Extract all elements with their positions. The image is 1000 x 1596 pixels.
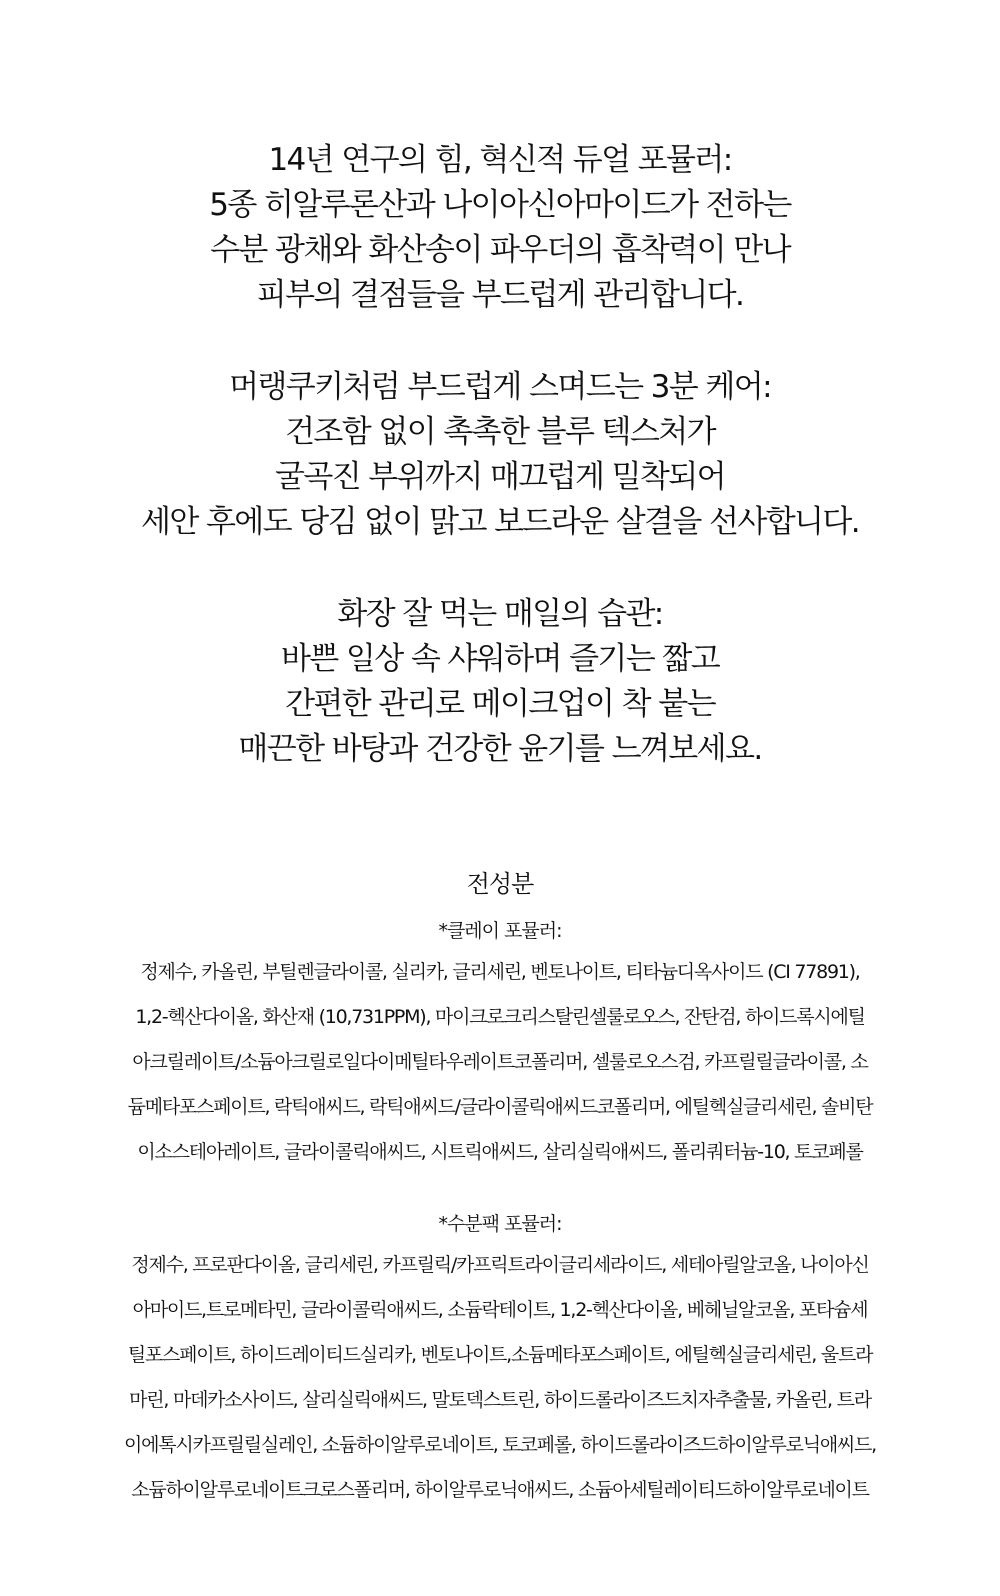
ingredient-line: 아마이드,트로메타민, 글라이콜릭애씨드, 소듐락테이트, 1,2-헥산다이올, 베헤닐알코올, 포타슘세 — [132, 1299, 868, 1321]
ingredient-line: 정제수, 카올린, 부틸렌글라이콜, 실리카, 글리세린, 벤토나이트, 티타늄디옥사이드 (CI 77891), — [140, 961, 860, 983]
description-line: 5종 히알루론산과 나이아신아마이드가 전하는 — [209, 187, 791, 223]
description-paragraph-formula — [0, 138, 1000, 318]
clay-formula-ingredients — [40, 950, 960, 1175]
description-line: 세안 후에도 당김 없이 맑고 보드라운 살결을 선사합니다. — [141, 504, 859, 540]
description-line: 14년 연구의 힘, 혁신적 듀얼 포뮬러: — [268, 142, 732, 178]
description-paragraph-habit — [0, 592, 1000, 772]
clay-formula-label: *클레이 포뮬러: — [438, 920, 562, 942]
description-line: 머랭쿠키처럼 부드럽게 스며드는 3분 케어: — [229, 369, 771, 405]
ingredient-line: 듐메타포스페이트, 락틱애씨드, 락틱애씨드/글라이콜릭애씨드코폴리머, 에틸헥실글리세린, 솔비탄 — [127, 1096, 873, 1118]
description-line: 화장 잘 먹는 매일의 습관: — [337, 596, 663, 632]
ingredient-line: 마린, 마데카소사이드, 살리실릭애씨드, 말토덱스트린, 하이드롤라이즈드치자추출물, 카올린, 트라 — [129, 1389, 871, 1411]
water-formula — [40, 1205, 960, 1513]
ingredient-line: 아크릴레이트/소듐아크릴로일다이메틸타우레이트코폴리머, 셀룰로오스검, 카프릴릴글라이콜, 소 — [132, 1051, 868, 1073]
description-line: 간편한 관리로 메이크업이 착 붙는 — [285, 686, 715, 722]
ingredient-line: 1,2-헥산다이올, 화산재 (10,731PPM), 마이크로크리스탈린셀룰로오스, 잔탄검, 하이드록시에틸 — [135, 1006, 865, 1028]
description-paragraph-texture — [0, 365, 1000, 545]
ingredient-line: 이소스테아레이트, 글라이콜릭애씨드, 시트릭애씨드, 살리실릭애씨드, 폴리쿼터늄-10, 토코페롤 — [137, 1141, 863, 1163]
water-formula-ingredients — [40, 1243, 960, 1513]
ingredient-line: 이에톡시카프릴릴실레인, 소듐하이알루로네이트, 토코페롤, 하이드롤라이즈드하이알루로닉애씨드, — [124, 1434, 876, 1456]
ingredients-title: 전성분 — [466, 870, 534, 898]
clay-formula — [40, 912, 960, 1175]
product-description — [0, 138, 1000, 819]
ingredient-line: 소듐하이알루로네이트크로스폴리머, 하이알루로닉애씨드, 소듐아세틸레이티드하이알루로네이트 — [131, 1479, 869, 1501]
description-line: 피부의 결점들을 부드럽게 관리합니다. — [256, 277, 744, 313]
water-formula-label: *수분팩 포뮬러: — [438, 1213, 562, 1235]
ingredients-section — [40, 862, 960, 1543]
description-line: 굴곡진 부위까지 매끄럽게 밀착되어 — [275, 459, 725, 495]
description-line: 매끈한 바탕과 건강한 윤기를 느껴보세요. — [238, 731, 762, 767]
ingredient-line: 정제수, 프로판다이올, 글리세린, 카프릴릭/카프릭트라이글리세라이드, 세테아릴알코올, 나이아신 — [131, 1254, 869, 1276]
ingredient-line: 틸포스페이트, 하이드레이티드실리카, 벤토나이트,소듐메타포스페이트, 에틸헥실글리세린, 울트라 — [127, 1344, 873, 1366]
description-line: 바쁜 일상 속 샤워하며 즐기는 짧고 — [280, 641, 720, 677]
description-line: 건조함 없이 촉촉한 블루 텍스처가 — [285, 414, 715, 450]
description-line: 수분 광채와 화산송이 파우더의 흡착력이 만나 — [210, 232, 790, 268]
